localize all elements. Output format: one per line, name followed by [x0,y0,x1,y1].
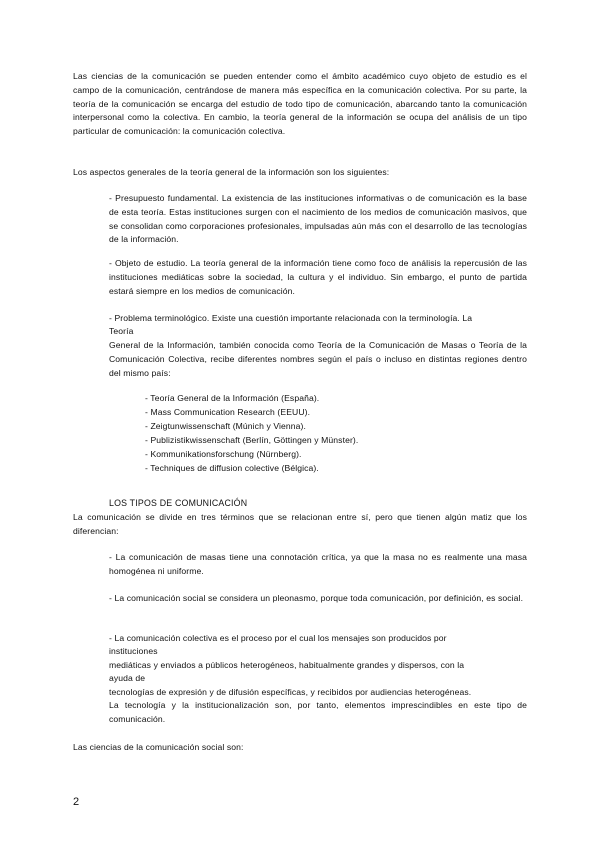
list-item: - Kommunikationsforschung (Nürnberg). [145,448,302,459]
aspect-problema-line1: - Problema terminológico. Existe una cuestión importante relacionada con la terminología. La [109,313,473,323]
types-intro-paragraph: La comunicación se divide en tres términos que se relacionan entre sí, pero que tienen algún matiz que los diferencian: [73,512,527,536]
type-colectiva-line5: tecnologías de expresión y de difusión específicas, y recibidos por audiencias heterogéneas. [109,687,472,697]
regional-names-list [145,392,358,475]
type-colectiva-line2: instituciones [109,646,158,656]
list-item: - Zeigtunwissenschaft (Múnich y Vienna). [145,420,306,431]
aspect-presupuesto: - Presupuesto fundamental. La existencia de las instituciones informativas o de comunicación es la base de esta teoría. Estas instituciones surgen con el nacimiento de los medios de comunicación masivos, que se consolidan como corporaciones profesionales, impulsadas aún más con el desarrollo de las tecnologías de la información. [109,193,527,245]
list-item: - Mass Communication Research (EEUU). [145,406,311,417]
type-social: - La comunicación social se considera un pleonasmo, porque toda comunicación, por definición, es social. [109,593,524,603]
page-number: 2 [73,796,80,808]
aspect-problema-rest: General de la Información, también conocida como Teoría de la Comunicación de Masas o Teoría de la Comunicación Colectiva, recibe diferentes nombres según el país o incluso en distintas regiones dentro del mismo país: [109,340,527,378]
section-heading: LOS TIPOS DE COMUNICACIÓN [109,498,248,508]
closing-paragraph: Las ciencias de la comunicación social son: [73,742,244,752]
type-colectiva-line4: ayuda de [109,673,146,683]
aspects-intro-paragraph: Los aspectos generales de la teoría general de la información son los siguientes: [73,167,390,177]
type-colectiva-line6: La tecnología y la institucionalización son, por tanto, elementos imprescindibles en este tipo de comunicación. [109,700,527,724]
list-item: - Publizistikwissenschaft (Berlín, Göttingen y Münster). [145,434,359,445]
type-colectiva-line1: - La comunicación colectiva es el proceso por el cual los mensajes son producidos por [109,633,447,643]
list-item: - Techniques de diffusion colective (Bélgica). [145,462,319,473]
list-item: - Teoría General de la Información (España). [145,393,320,403]
aspect-objeto: - Objeto de estudio. La teoría general de la información tiene como foco de análisis la repercusión de las instituciones mediáticas sobre la sociedad, la cultura y el individuo. Sin embargo, el punto de partida estará siempre en los medios de comunicación. [109,258,527,296]
aspect-problema-line2: Teoría [109,326,134,336]
type-colectiva-line3: mediáticas y enviados a públicos heterogéneos, habitualmente grandes y dispersos, con la [109,660,465,670]
type-masas: - La comunicación de masas tiene una connotación crítica, ya que la masa no es realmente una masa homogénea ni uniforme. [109,552,527,576]
intro-paragraph: Las ciencias de la comunicación se pueden entender como el ámbito académico cuyo objeto de estudio es el campo de la comunicación, centrándose de manera más específica en la comunicación colectiva. Por su parte, la teoría de la comunicación se encarga del estudio de todo tipo de comunicación, abarcando tanto la comunicación interpersonal como la colectiva. En cambio, la teoría general de la información se ocupa del análisis de un tipo particular de comunicación: la comunicación colectiva. [73,71,527,137]
